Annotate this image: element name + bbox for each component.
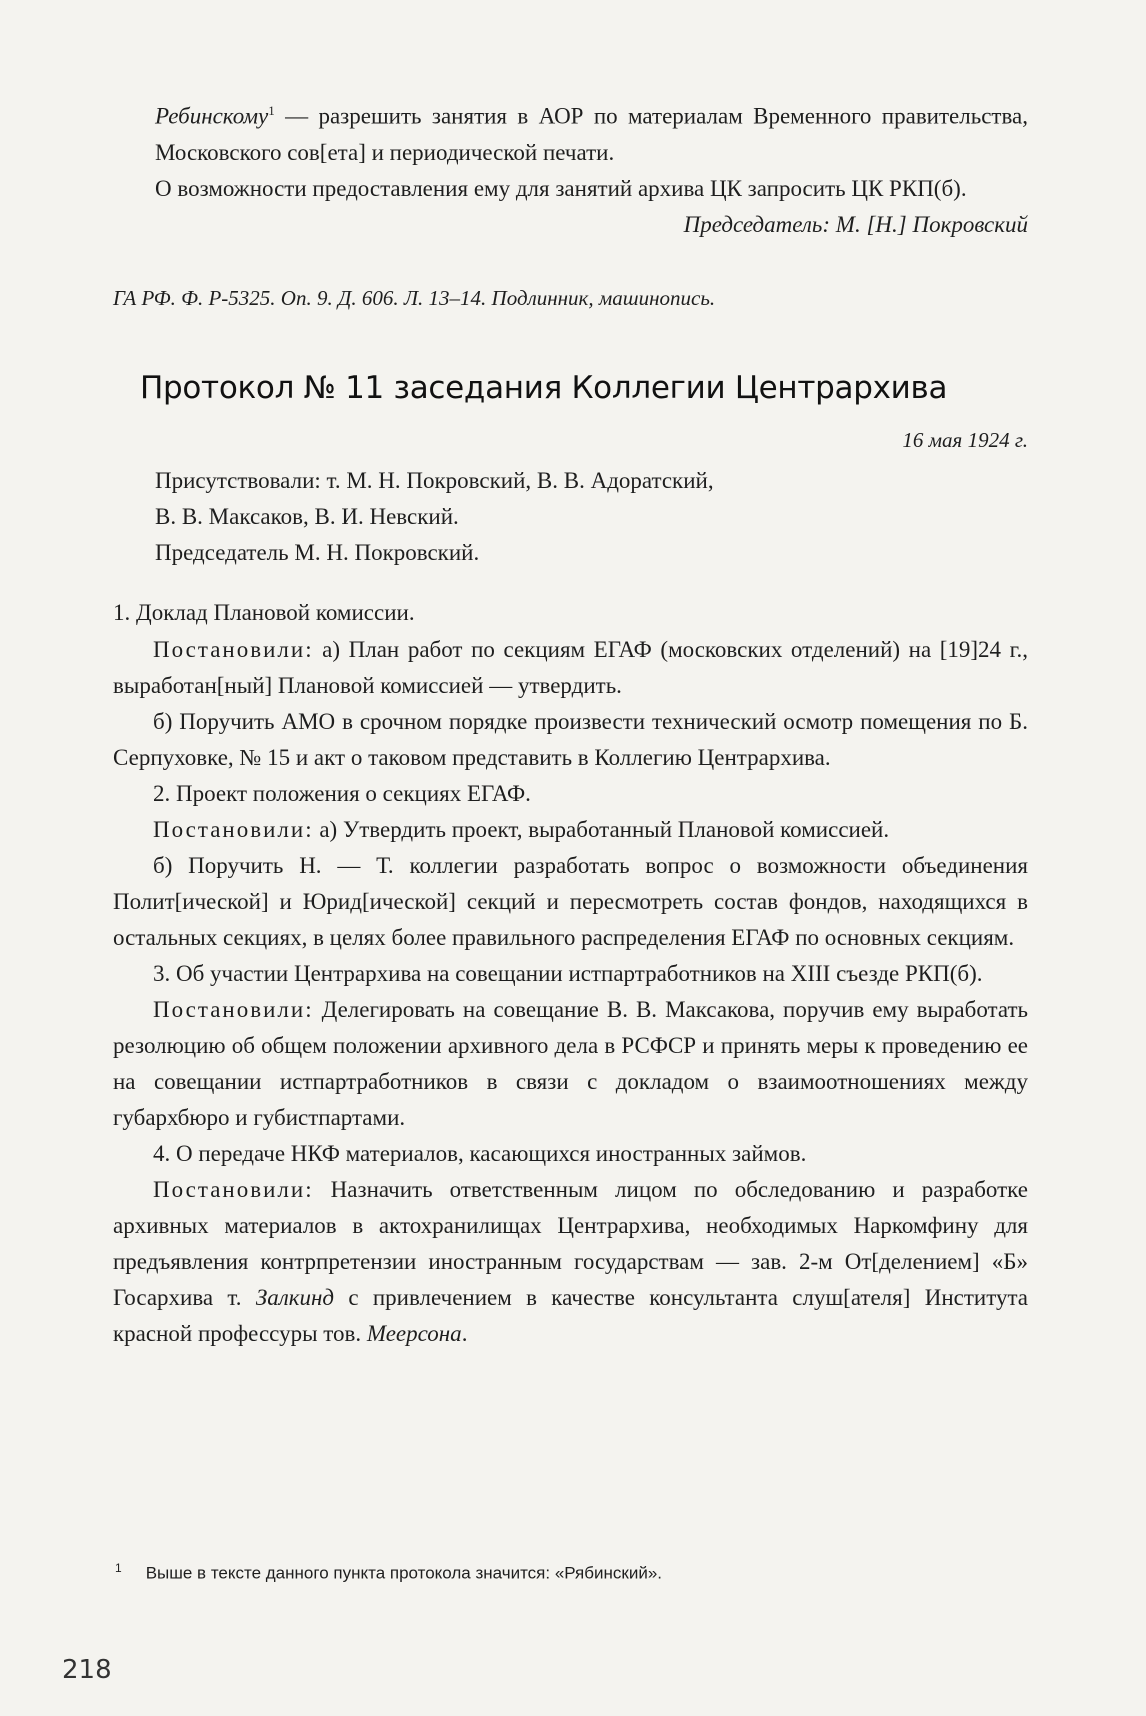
intro-para-1 (155, 93, 1028, 171)
intro-para-2: О возможности предоставления ему для занятий архива ЦК запросить ЦК РКП(б). (155, 175, 967, 201)
item-3-title: 3. Об участии Центрархива на совещании истпартработников на XIII съезде РКП(б). (153, 961, 983, 986)
item-2-title: 2. Проект положения о секциях ЕГАФ. (153, 781, 531, 806)
agenda-block (113, 595, 1028, 1352)
archive-source: ГА РФ. Ф. Р-5325. Оп. 9. Д. 606. Л. 13–14. Подлинник, машинопись. (113, 286, 716, 310)
present-line-2: В. В. Максаков, В. И. Невский. (155, 504, 459, 529)
signature: Председатель: М. [Н.] Покровский (683, 211, 1028, 237)
footnote (115, 1561, 662, 1584)
present-line-1: Присутствовали: т. М. Н. Покровский, В. В. Адоратский, (155, 468, 714, 493)
protocol-heading: Протокол № 11 заседания Коллегии Центрархива (140, 370, 948, 406)
resolved-label: Постановили: (153, 637, 314, 662)
resolved-label: Постановили: (153, 1177, 314, 1202)
person-name: Меерсона (366, 1321, 462, 1346)
footnote-mark: 1 (268, 103, 275, 118)
footnote-text: Выше в тексте данного пункта протокола значится: «Рябинский». (145, 1563, 662, 1583)
item-4-title: 4. О передаче НКФ материалов, касающихся иностранных займов. (153, 1141, 807, 1166)
item-2-resolution-b: б) Поручить Н. — Т. коллегии разработать вопрос о возможности объединения Полит[ической] и Юрид[ической] секций и пересмотреть состав фондов, находящихся в остальных секциях, в целях более правильного распределения ЕГАФ по основных секциям. (113, 853, 1028, 950)
attendees-block (155, 463, 1028, 571)
intro-text: — разрешить занятия в АОР по материалам Временного правительства, Московского сов[ета] и периодической печати. (155, 103, 1028, 165)
person-name: Залкинд (255, 1285, 335, 1310)
item-1-title: 1. Доклад Плановой комиссии. (113, 600, 415, 625)
item-1-resolution-a: Постановили: а) План работ по секциям ЕГАФ (московских отделений) на [19]24 г., выработан[ный] Плановой комиссией — утвердить. (113, 637, 1028, 698)
footnote-number: 1 (115, 1561, 122, 1575)
intro-block (155, 93, 1028, 243)
person-name: Ребинскому (155, 103, 269, 129)
item-1-resolution-b: б) Поручить АМО в срочном порядке произвести технический осмотр помещения по Б. Серпуховке, № 15 и акт о таковом представить в Коллегию Центрархива. (113, 709, 1028, 770)
resolved-label: Постановили: (153, 997, 314, 1022)
resolved-label: Постановили: (153, 817, 314, 842)
item-4-resolution: Постановили: Назначить ответственным лицом по обследованию и разработке архивных материалов в актохранилищах Центрархива, необходимых Наркомфину для предъявления контрпретензии иностранным государствам — зав. 2-м От[делением] «Б» Госархива т. Залкинд с привлечением в качестве консультанта слуш[ателя] Института красной профессуры тов. Меерсона. (113, 1177, 1028, 1346)
item-2-resolution-a: Постановили: а) Утвердить проект, выработанный Плановой комиссией. (153, 817, 890, 842)
item-3-resolution: Постановили: Делегировать на совещание В. В. Максакова, поручив ему выработать резолюцию об общем положении архивного дела в РСФСР и принять меры к проведению ее на совещании истпартработников в связи с докладом о взаимоотношениях между губархбюро и губистпартами. (113, 997, 1028, 1130)
page-number: 218 (62, 1655, 112, 1685)
chair-line: Председатель М. Н. Покровский. (155, 540, 480, 565)
protocol-date: 16 мая 1924 г. (902, 428, 1028, 452)
